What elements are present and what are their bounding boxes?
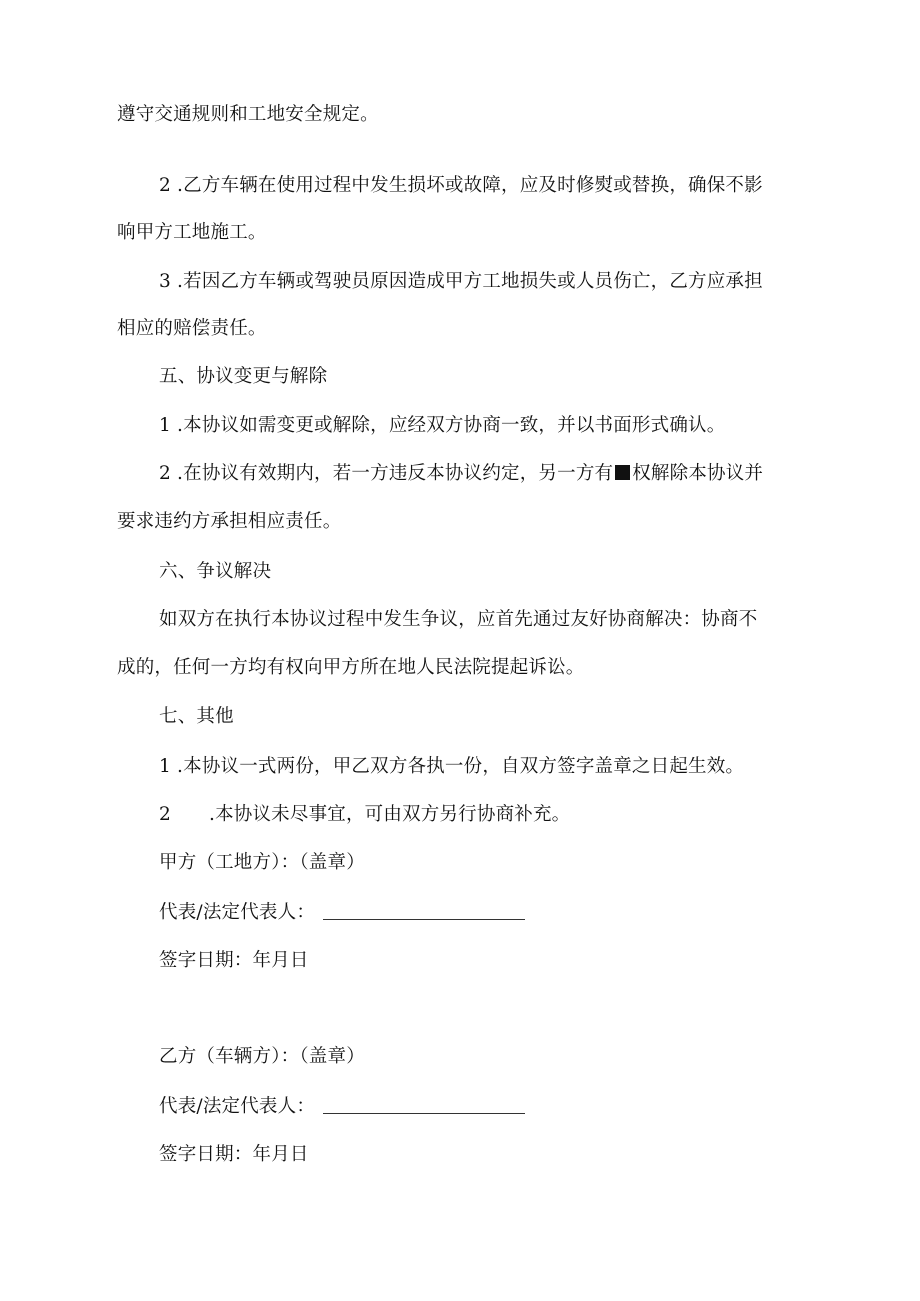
party-b-representative-row <box>159 1095 525 1119</box>
missing-glyph-square-icon <box>615 465 630 480</box>
party-a-date: 签字日期：年月日 <box>159 950 309 971</box>
clause-4-1-continuation: 遵守交通规则和工地安全规定。 <box>117 104 379 125</box>
clause-7-2 <box>159 803 570 827</box>
section-6-body-line-1: 如双方在执行本协议过程中发生争议，应首先通过友好协商解决：协商不 <box>159 609 758 630</box>
clause-5-2-line-1 <box>159 462 763 486</box>
clause-4-2-line-1: 2 .乙方车辆在使用过程中发生损坏或故障，应及时修熨或替换，确保不影 <box>159 175 763 196</box>
clause-7-1: 1 .本协议一式两份，甲乙双方各执一份，自双方签字盖章之日起生效。 <box>159 756 745 777</box>
clause-7-2-number: 2 <box>159 804 171 825</box>
section-6-body-line-2: 成的，任何一方均有权向甲方所在地人民法院提起诉讼。 <box>117 657 585 678</box>
party-a-title: 甲方（工地方）：（盖章） <box>159 852 365 873</box>
clause-4-2-line-2: 响甲方工地施工。 <box>117 222 267 243</box>
clause-5-1: 1 .本协议如需变更或解除，应经双方协商一致，并以书面形式确认。 <box>159 415 726 436</box>
section-7-heading: 七、其他 <box>159 706 234 727</box>
party-a-representative-row <box>159 901 525 925</box>
clause-7-2-text: .本协议未尽事宜，可由双方另行协商补充。 <box>209 804 571 825</box>
party-a-representative-label: 代表/法定代表人： <box>159 902 316 923</box>
clause-5-2-text-a: 2 .在协议有效期内，若一方违反本协议约定，另一方有 <box>159 463 614 484</box>
party-b-representative-label: 代表/法定代表人： <box>159 1096 316 1117</box>
party-b-date: 签字日期：年月日 <box>159 1144 309 1165</box>
clause-5-2-text-b: 权解除本协议并 <box>632 463 764 484</box>
party-b-title: 乙方（车辆方）：（盖章） <box>159 1046 365 1067</box>
clause-4-3-line-1: 3 .若因乙方车辆或驾驶员原因造成甲方工地损失或人员伤亡，乙方应承担 <box>159 271 763 292</box>
section-5-heading: 五、协议变更与解除 <box>159 366 328 387</box>
party-a-signature-line <box>323 901 525 920</box>
party-b-signature-line <box>323 1095 525 1114</box>
clause-4-3-line-2: 相应的赔偿责任。 <box>117 318 267 339</box>
section-6-heading: 六、争议解决 <box>159 561 272 582</box>
clause-5-2-line-2: 要求违约方承担相应责任。 <box>117 511 342 532</box>
